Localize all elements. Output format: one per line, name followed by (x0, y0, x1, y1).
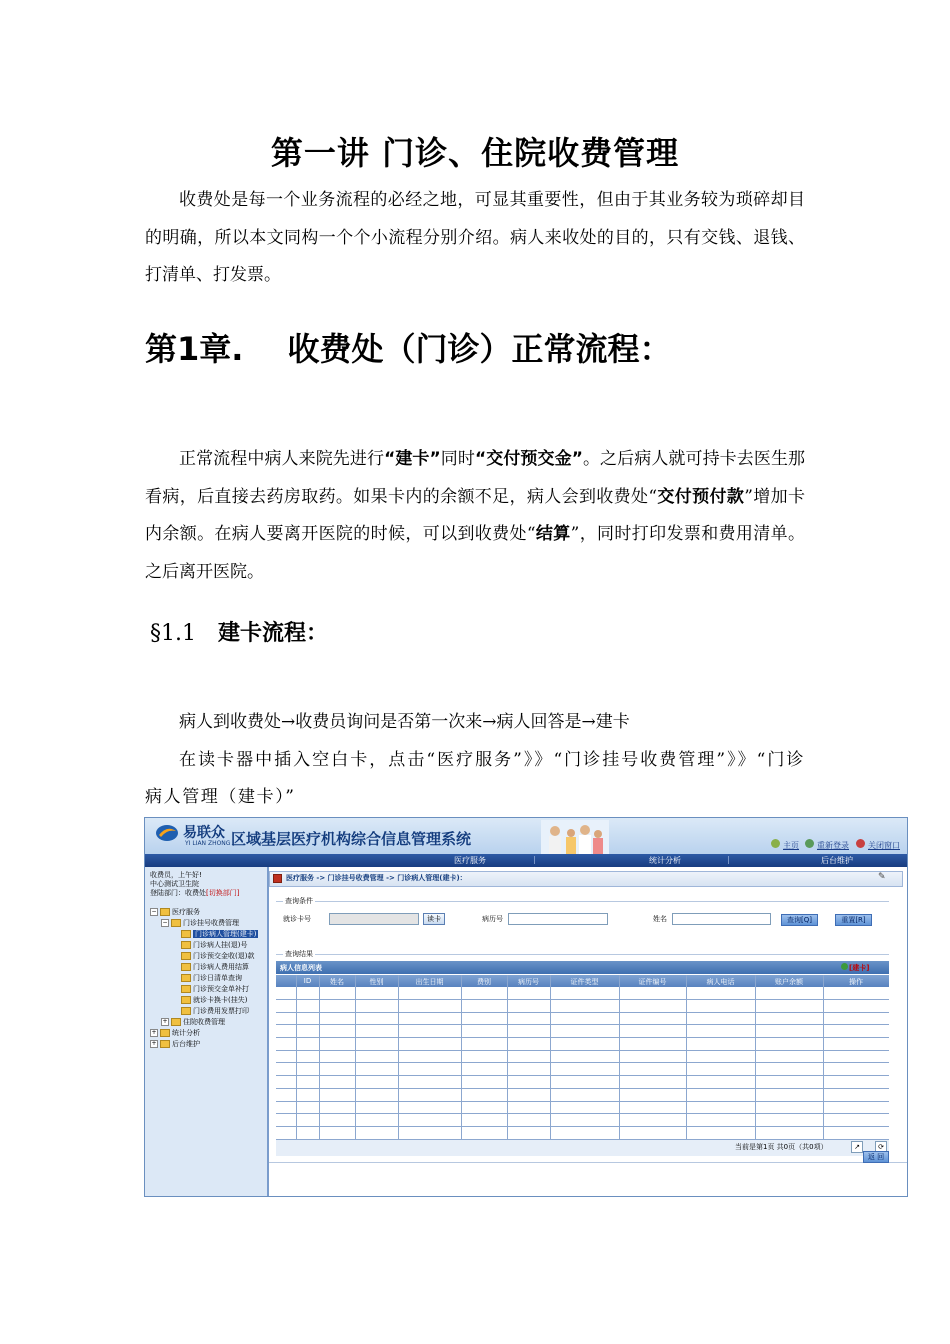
column-header: 姓名 (330, 978, 344, 986)
close-window-link[interactable]: 关闭窗口 (868, 841, 900, 850)
card-number-input[interactable] (329, 913, 419, 925)
add-icon[interactable] (841, 963, 848, 970)
reset-button[interactable]: 重置[R] (835, 914, 872, 926)
result-fieldset-line (276, 954, 889, 955)
section-title: 建卡流程： (218, 621, 329, 646)
footer-divider (269, 1162, 907, 1163)
collapse-icon[interactable]: − (162, 919, 168, 926)
intro-paragraph (145, 182, 805, 295)
page-title: 第一讲 门诊、住院收费管理 (270, 134, 680, 172)
flow-bold: “建卡” (384, 449, 441, 469)
step-line: 在读卡器中插入空白卡，点击“医疗服务”》》“门诊挂号收费管理”》》“门诊病人管理（建卡）” (145, 749, 805, 807)
grid-row-line (276, 999, 889, 1000)
tree-item[interactable] (181, 973, 242, 983)
folder-icon (181, 974, 191, 982)
refresh-icon[interactable]: ⟳ (875, 1141, 887, 1153)
collapse-icon[interactable]: − (151, 908, 157, 915)
chapter-title: 收费处（门诊）正常流程： (287, 330, 672, 368)
tree-root[interactable] (150, 1039, 200, 1049)
logo-name: 易联众 (183, 825, 225, 841)
tree-item[interactable] (181, 929, 258, 939)
tree-item[interactable] (181, 951, 254, 961)
back-button[interactable]: 返 回 (863, 1151, 889, 1163)
nav-separator: | (533, 855, 536, 864)
grid-row-line (276, 1024, 889, 1025)
name-input[interactable] (672, 913, 771, 925)
tree-item-label: 门诊预交金收(退)款 (193, 952, 255, 960)
tree-group[interactable] (161, 1017, 225, 1027)
chapter-heading (145, 324, 671, 370)
system-title: 区域基层医疗机构综合信息管理系统 (231, 830, 472, 848)
tree-item[interactable] (181, 995, 247, 1005)
prev-page-icon[interactable]: ↗ (851, 1141, 863, 1153)
folder-icon (160, 1040, 170, 1048)
flow-bold: 结算 (535, 524, 571, 544)
tree-item[interactable] (181, 984, 249, 994)
pager-text: 当前是第1页 共0页（共0项） (735, 1143, 828, 1151)
welcome-dept: 登陆部门：收费处 (150, 889, 206, 897)
grid-row-line (276, 1113, 889, 1114)
steps-paragraph (145, 704, 805, 817)
tree-root-label: 统计分析 (172, 1029, 200, 1037)
folder-icon (181, 996, 191, 1004)
expand-icon[interactable]: + (151, 1040, 157, 1047)
card-label: 就诊卡号 (283, 915, 311, 923)
intro-text: 收费处是每一个业务流程的必经之地，可显其重要性，但由于其业务较为琐碎却目的明确，所以本文同构一个个小流程分别介绍。病人来收处的目的，只有交钱、退钱、打清单、打发票。 (145, 190, 805, 285)
tree-item[interactable] (181, 962, 249, 972)
query-legend: 查询条件 (285, 897, 313, 905)
folder-icon (181, 963, 191, 971)
grid-row-line (276, 1126, 889, 1127)
column-header: 出生日期 (415, 978, 444, 986)
tree-item-label: 门诊病人费用结算 (193, 963, 249, 971)
nav-statistics[interactable]: 统计分析 (649, 856, 681, 865)
grid-row-line (276, 1012, 889, 1013)
column-header: 证件类型 (570, 978, 599, 986)
logo-icon (155, 823, 179, 843)
record-number-input[interactable] (508, 913, 608, 925)
expand-icon[interactable]: + (162, 1018, 168, 1025)
tree-item[interactable] (181, 1006, 249, 1016)
folder-icon (160, 908, 170, 916)
folder-icon (181, 952, 191, 960)
grid-row-line (276, 1139, 889, 1140)
normal-flow-paragraph (145, 441, 805, 591)
folder-icon (160, 1029, 170, 1037)
nav-medical-service[interactable]: 医疗服务 (454, 856, 486, 865)
flow-text: ”增加卡内余额。在病人要离开医院的时候，可以到收费处“ (145, 486, 805, 544)
tree-item[interactable] (181, 940, 247, 950)
tree-item-label: 门诊日清单查询 (193, 974, 242, 982)
breadcrumb: 医疗服务 -> 门诊挂号收费管理 -> 门诊病人管理(建卡)： (286, 874, 467, 882)
tree-item-label: 门诊费用发票打印 (193, 1007, 249, 1015)
main-nav (145, 854, 907, 867)
section-number: §1.1 (150, 621, 196, 646)
folder-icon (181, 930, 191, 938)
switch-dept-link[interactable]: [切换部门] (206, 889, 240, 897)
home-link[interactable]: 主页 (783, 841, 799, 850)
folder-icon (181, 1007, 191, 1015)
flow-text: 同时 (440, 449, 475, 469)
tree-group[interactable] (161, 918, 239, 928)
grid-row-line (276, 1101, 889, 1102)
flow-text: ”，同时打印发票和费用清单。之后离开医院。 (145, 524, 805, 582)
flow-bold: “交付预交金” (474, 449, 583, 469)
read-card-button[interactable]: 读卡 (423, 913, 445, 925)
tree-root-label: 医疗服务 (172, 908, 200, 916)
step-line: 病人到收费处→收费员询问是否第一次来→病人回答是→建卡 (179, 712, 630, 732)
query-fieldset-line (276, 901, 889, 902)
grid-row-line (276, 1037, 889, 1038)
grid-row-line (276, 1062, 889, 1063)
relogin-icon[interactable] (805, 839, 814, 848)
staff-photo-icon (541, 820, 609, 854)
tree-item-label: 门诊预交金单补打 (193, 985, 249, 993)
nav-separator: | (727, 855, 730, 864)
grid-row-line (276, 1088, 889, 1089)
tree-group-label: 门诊挂号收费管理 (183, 919, 239, 927)
welcome-org: 中心测试卫生院 (150, 880, 199, 888)
logo-pinyin: YI LIAN ZHONG (185, 840, 231, 847)
tree-root[interactable] (150, 907, 200, 917)
column-header: 病人电话 (706, 978, 735, 986)
welcome-greeting: 收费员，上午好! (150, 871, 202, 879)
flow-text: 正常流程中病人来院先进行 (179, 449, 385, 469)
column-header: ID (303, 977, 312, 985)
folder-icon (171, 1018, 181, 1026)
column-header: 操作 (849, 978, 863, 986)
create-card-link[interactable]: [建卡] (849, 964, 870, 972)
folder-icon (181, 941, 191, 949)
chapter-number: 第1章. (145, 330, 244, 368)
grid-body (276, 987, 889, 1139)
home-icon[interactable] (771, 839, 780, 848)
section-heading (150, 616, 328, 647)
column-header: 性别 (369, 978, 384, 986)
welcome-block (150, 871, 239, 898)
tree-item-label: 门诊病人挂(退)号 (193, 941, 248, 949)
record-label: 病历号 (482, 915, 503, 923)
close-icon[interactable] (856, 839, 865, 848)
grid-title: 病人信息列表 (280, 964, 322, 972)
result-legend: 查询结果 (285, 950, 313, 958)
tree-group-label: 住院收费管理 (183, 1018, 225, 1026)
column-header: 账户余额 (775, 978, 803, 986)
tree-item-label: 就诊卡换卡(挂失) (193, 996, 248, 1004)
nav-backend[interactable]: 后台维护 (821, 856, 853, 865)
relogin-link[interactable]: 重新登录 (817, 841, 849, 850)
flow-text: 。之后病人就可持卡去医生那看病，后直接去药房取药。如果卡内的余额不足，病人会到收费处“ (145, 449, 806, 507)
grid-row-line (276, 1075, 889, 1076)
tree-root[interactable] (150, 1028, 200, 1038)
flow-bold: 交付预付款 (657, 486, 745, 507)
tree-root-label: 后台维护 (172, 1040, 200, 1048)
grid-row-line (276, 1050, 889, 1051)
page-icon (273, 874, 282, 883)
name-label: 姓名 (653, 915, 667, 923)
column-header: 病历号 (518, 978, 539, 986)
folder-icon (181, 985, 191, 993)
folder-icon (171, 919, 181, 927)
column-header: 证件编号 (638, 978, 667, 986)
expand-icon[interactable]: + (151, 1029, 157, 1036)
system-screenshot (144, 817, 908, 1197)
grid-title-bar (276, 961, 889, 974)
tree-item-label: 门诊病人管理(建卡) (195, 930, 257, 938)
query-button[interactable]: 查询[Q] (781, 914, 818, 926)
column-header: 费别 (477, 978, 491, 986)
pin-icon[interactable]: ✎ (878, 872, 886, 882)
